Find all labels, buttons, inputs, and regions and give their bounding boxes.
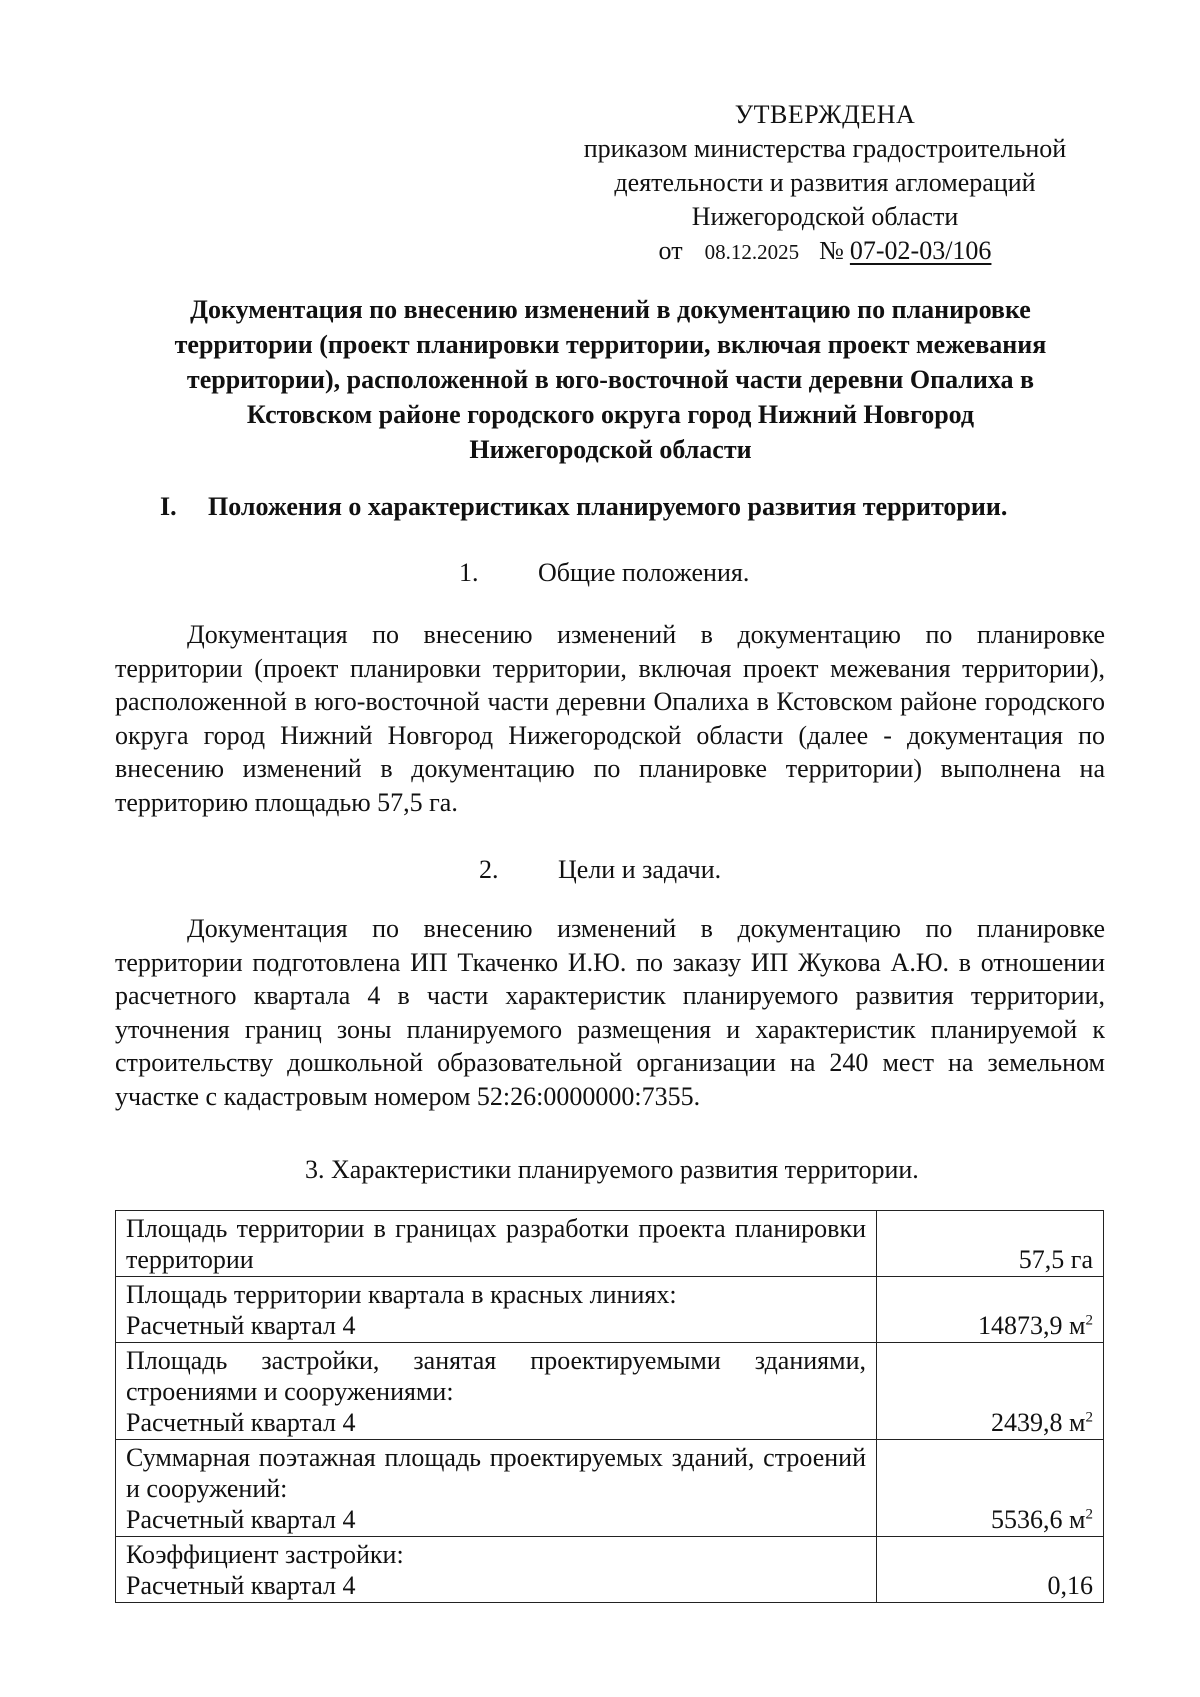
subsection-heading-1	[459, 556, 749, 590]
row-value: 5536,6 м	[991, 1505, 1086, 1534]
table-row	[116, 1537, 1104, 1603]
approval-line: деятельности и развития агломераций	[614, 168, 1036, 197]
row-label: Площадь территории в границах разработки проекта планировки территории	[126, 1214, 866, 1274]
subsection-title: Общие положения.	[538, 558, 750, 587]
row-value: 0,16	[1047, 1571, 1093, 1600]
section-number: I.	[160, 492, 177, 521]
subsection-title: Характеристики планируемого развития территории.	[331, 1155, 919, 1184]
unit-superscript: 2	[1085, 1409, 1093, 1426]
from-label: от	[658, 236, 683, 265]
table-label-cell	[116, 1537, 877, 1603]
number-sign: №	[819, 236, 844, 265]
row-label: Коэффициент застройки:	[126, 1540, 404, 1569]
subsection-number: 3.	[305, 1155, 325, 1184]
order-number: 07-02-03/106	[849, 236, 992, 265]
row-label: Площадь застройки, занятая проектируемыми зданиями, строениями и сооружениями:	[126, 1346, 866, 1406]
subsection-heading-3	[305, 1153, 919, 1187]
table-label-cell	[116, 1440, 877, 1537]
subsection-title: Цели и задачи.	[558, 855, 722, 884]
characteristics-table	[115, 1210, 1104, 1603]
paragraph-general: Документация по внесению изменений в документацию по планировке территории (проект планировки территории, включая проект межевания территории), расположенной в юго-восточной части деревни Опалиха в Кстовском районе городского округа город Нижний Новгород Нижегородской области (далее - документация по внесению изменений в документацию по планировке территории) выполнена на территорию площадью 57,5 га.	[115, 620, 1105, 817]
title-line: территории), расположенной в юго-восточной части деревни Опалиха в	[186, 365, 1035, 394]
table-value-cell	[877, 1343, 1104, 1440]
document-title	[118, 292, 1103, 467]
row-sub-label: Расчетный квартал 4	[126, 1571, 356, 1600]
title-line: Кстовском районе городского округа город Нижний Новгород	[246, 400, 975, 429]
subsection-number: 2.	[479, 855, 499, 884]
row-sub-label: Расчетный квартал 4	[126, 1505, 356, 1534]
title-line: Нижегородской области	[469, 435, 752, 464]
order-date: 08.12.2025	[704, 240, 800, 264]
table-row	[116, 1440, 1104, 1537]
table-label-cell	[116, 1277, 877, 1343]
row-label: Суммарная поэтажная площадь проектируемых зданий, строений и сооружений:	[126, 1443, 866, 1503]
table-label-cell	[116, 1211, 877, 1277]
unit-superscript: 2	[1085, 1312, 1093, 1329]
table-value-cell	[877, 1277, 1104, 1343]
table-value-cell	[877, 1440, 1104, 1537]
approval-line: Нижегородской области	[691, 202, 959, 231]
approval-date-row	[555, 234, 1095, 269]
table-label-cell	[116, 1343, 877, 1440]
row-sub-label: Расчетный квартал 4	[126, 1311, 356, 1340]
subsection-number: 1.	[459, 558, 479, 587]
unit-superscript: 2	[1085, 1506, 1093, 1523]
section-heading	[160, 490, 1120, 524]
row-sub-label: Расчетный квартал 4	[126, 1408, 356, 1437]
paragraph-goals: Документация по внесению изменений в документацию по планировке территории подготовлена ИП Ткаченко И.Ю. по заказу ИП Жукова А.Ю. в отношении расчетного квартала 4 в части характеристик планируемого развития территории, уточнения границ зоны планируемого размещения и характеристик планируемой к строительству дошкольной образовательной организации на 240 мест на земельном участке с кадастровым номером 52:26:0000000:7355.	[115, 914, 1105, 1111]
table-row	[116, 1343, 1104, 1440]
row-value: 14873,9 м	[978, 1311, 1086, 1340]
table-row	[116, 1211, 1104, 1277]
title-line: Документация по внесению изменений в документацию по планировке	[190, 295, 1031, 324]
table-value-cell	[877, 1211, 1104, 1277]
row-value: 57,5 га	[1018, 1245, 1093, 1274]
approval-block	[555, 98, 1095, 269]
section-title: Положения о характеристиках планируемого развития территории.	[208, 492, 1008, 521]
approval-heading: УТВЕРЖДЕНА	[734, 100, 916, 129]
subsection-heading-2	[479, 853, 721, 887]
row-value: 2439,8 м	[991, 1408, 1086, 1437]
approval-line: приказом министерства градостроительной	[583, 134, 1067, 163]
title-line: территории (проект планировки территории, включая проект межевания	[174, 330, 1047, 359]
table-row	[116, 1277, 1104, 1343]
table-value-cell	[877, 1537, 1104, 1603]
row-label: Площадь территории квартала в красных линиях:	[126, 1280, 677, 1309]
